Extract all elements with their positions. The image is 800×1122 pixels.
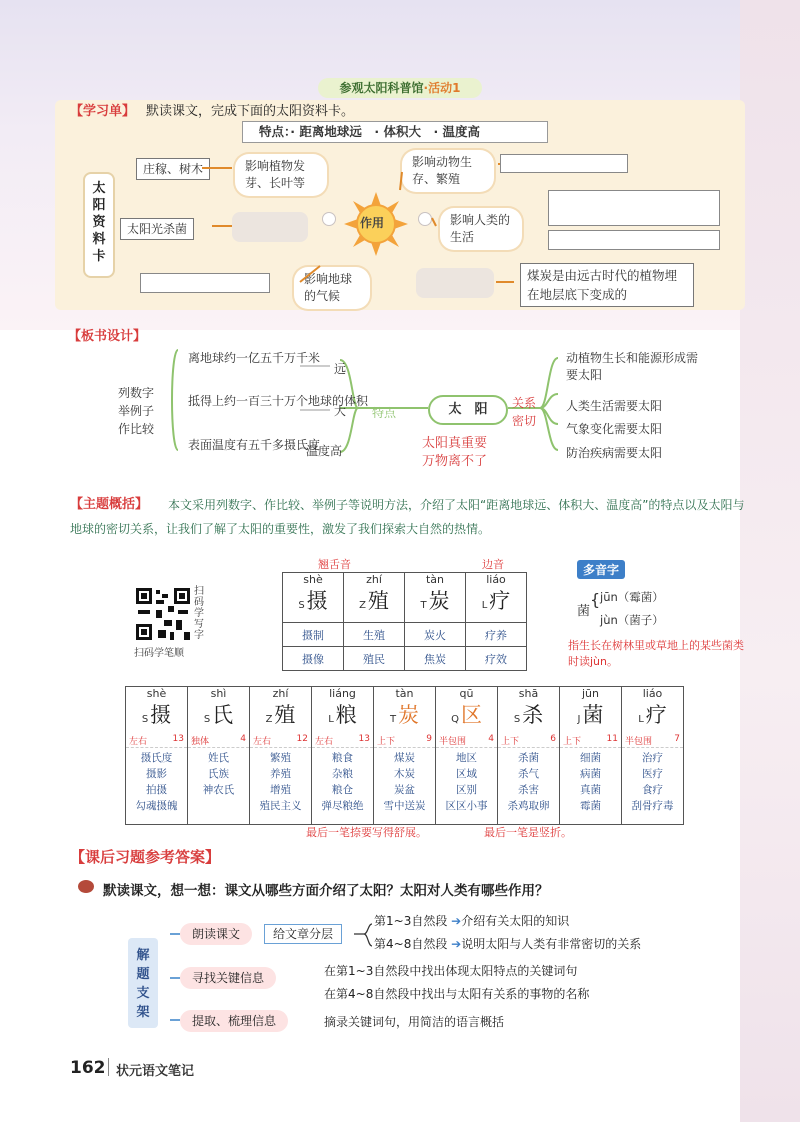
char-cell-1: shì S氏 独体 4 姓氏 氏族 神农氏 xyxy=(188,687,250,825)
char-cell-0: shè S摄 左右 13 摄氏度 摄影 拍摄 勾魂摄魄 xyxy=(126,687,188,825)
char-cell-4: tàn T炭 上下 9 煤炭 木炭 炭盆 雪中送炭 xyxy=(374,687,436,825)
sun-center-label: 作用 xyxy=(360,216,385,230)
board-features-label: 特点 xyxy=(372,406,397,420)
crops-box: 庄稼、树木 xyxy=(136,158,210,180)
cloud-plants: 影响植物发芽、长叶等 xyxy=(235,154,327,196)
board-conclusion: 太阳真重要 万物离不了 xyxy=(422,436,488,469)
board-result-hot: 温度高 xyxy=(306,444,343,458)
qr-side-label: 扫码学写字 xyxy=(194,586,204,641)
summary-tag: 【主题概括】 xyxy=(70,497,149,512)
study-sheet-arrows xyxy=(0,0,800,330)
polyphone-tag: 多音字 xyxy=(577,560,625,579)
board-item-distance: 离地球约一亿五千万千米 xyxy=(188,351,321,365)
board-right-4: 防治疾病需要太阳 xyxy=(566,446,663,460)
sun-card-label: 太 阳 资 料 卡 xyxy=(83,172,115,278)
char-cell-8: liáo L疗 半包围 7 治疗 医疗 食疗 刮骨疗毒 xyxy=(622,687,684,825)
bullet-icon xyxy=(78,880,94,893)
cloud-human: 影响人类的生活 xyxy=(440,208,522,250)
step2-pill: 寻找关键信息 xyxy=(180,967,276,989)
char-cell-6: shā S杀 上下 6 杀菌 杀气 杀害 杀鸡取卵 xyxy=(498,687,560,825)
polyphone-brace: { xyxy=(590,590,601,609)
qr-code-icon[interactable] xyxy=(134,586,192,642)
step2-b: 在第4~8自然段中找出与太阳有关系的事物的名称 xyxy=(324,987,590,1001)
polyphone-reading-2: jùn（菌子） xyxy=(600,613,664,627)
qr-below-label: 扫码学笔顺 xyxy=(134,648,184,659)
stroke-note-2: 最后一笔是竖折。 xyxy=(484,826,572,839)
coal-box: 煤炭是由远古时代的植物埋在地层底下变成的 xyxy=(520,263,694,307)
section-header: 参观太阳科普馆·活动1 xyxy=(318,78,482,98)
step1-a: 第1~3自然段 ➔介绍有关太阳的知识 xyxy=(374,914,570,928)
step1-sub: 给文章分层 xyxy=(264,924,342,944)
step3-pill: 提取、梳理信息 xyxy=(180,1010,288,1032)
polyphone-note: 指生长在树林里或草地上的某些菌类时读jùn。 xyxy=(568,639,744,668)
board-result-far: 远 xyxy=(334,362,347,376)
board-result-big: 大 xyxy=(334,404,347,418)
step2-a: 在第1~3自然段中找出体现太阳特点的关键词句 xyxy=(324,964,578,978)
stroke-note-1: 最后一笔捺要写得舒展。 xyxy=(306,826,427,839)
note-lateral: 边音 xyxy=(482,558,504,571)
char-cell-2: zhí Z殖 左右 12 繁殖 养殖 增殖 殖民主义 xyxy=(250,687,312,825)
board-center-sun: 太 阳 xyxy=(428,395,508,425)
char-cell-3: liáng L粮 左右 13 粮食 杂粮 粮仓 弹尽粮绝 xyxy=(312,687,374,825)
study-sheet-tag: 【学习单】 xyxy=(70,104,136,119)
sterilize-box: 太阳光杀菌 xyxy=(120,218,194,240)
features-box: 特点：· 距离地球远 · 体积大 · 温度高 xyxy=(242,121,548,143)
chars-bottom-table xyxy=(125,686,684,825)
study-sheet-instruction: 默读课文，完成下面的太阳资料卡。 xyxy=(146,104,355,119)
cloud-animals: 影响动物生存、繁殖 xyxy=(402,150,494,192)
step3-a: 摘录关键词句，用简洁的语言概括 xyxy=(324,1015,505,1029)
board-right-1: 动植物生长和能源形成需要太阳 xyxy=(566,351,699,382)
frame-label: 解 题 支 架 xyxy=(128,938,158,1028)
board-right-3: 气象变化需要太阳 xyxy=(566,422,663,436)
step1-b: 第4~8自然段 ➔说明太阳与人类有非常密切的关系 xyxy=(374,937,642,951)
answers-title: 【课后习题参考答案】 xyxy=(70,848,221,866)
board-methods: 列数字 举例子 作比较 xyxy=(118,386,155,436)
note-retroflex: 翘舌音 xyxy=(318,558,351,571)
question-text: 默读课文，想一想：课文从哪些方面介绍了太阳？太阳对人类有哪些作用？ xyxy=(103,883,549,899)
footer-divider xyxy=(108,1058,109,1076)
step1-pill: 朗读课文 xyxy=(180,923,252,945)
polyphone-char: 菌 xyxy=(577,604,591,619)
polyphone-reading-1: jūn（霉菌） xyxy=(600,590,664,604)
board-right-2: 人类生活需要太阳 xyxy=(566,399,663,413)
board-tag: 【板书设计】 xyxy=(68,329,147,344)
char-cell-5: qū Q区 半包围 4 地区 区域 区别 区区小事 xyxy=(436,687,498,825)
cloud-climate: 影响地球的气候 xyxy=(294,267,370,309)
board-item-volume: 抵得上约一百三十万个地球的体积 xyxy=(188,394,369,408)
page-number: 162 xyxy=(70,1058,106,1078)
footer-title: 状元语文笔记 xyxy=(116,1064,195,1079)
summary-text: 本文采用列数字、作比较、举例子等说明方法，介绍了太阳“距离地球远、体积大、温度高”的特点以及太阳与地球的密切关系，让我们了解了太阳的重要性，激发了我们探索大自然的热情。 xyxy=(70,498,745,536)
board-item-temperature: 表面温度有五千多摄氏度 xyxy=(188,438,321,452)
board-relation: 关系 密切 xyxy=(512,396,537,428)
chars-top-table: shè S摄 zhí Z殖 tàn T炭 liáo L疗 摄制 生殖 炭火 疗养 摄像 殖民 焦炭 疗效 xyxy=(282,572,527,671)
char-cell-7: jūn J菌 上下 11 细菌 病菌 真菌 霉菌 xyxy=(560,687,622,825)
